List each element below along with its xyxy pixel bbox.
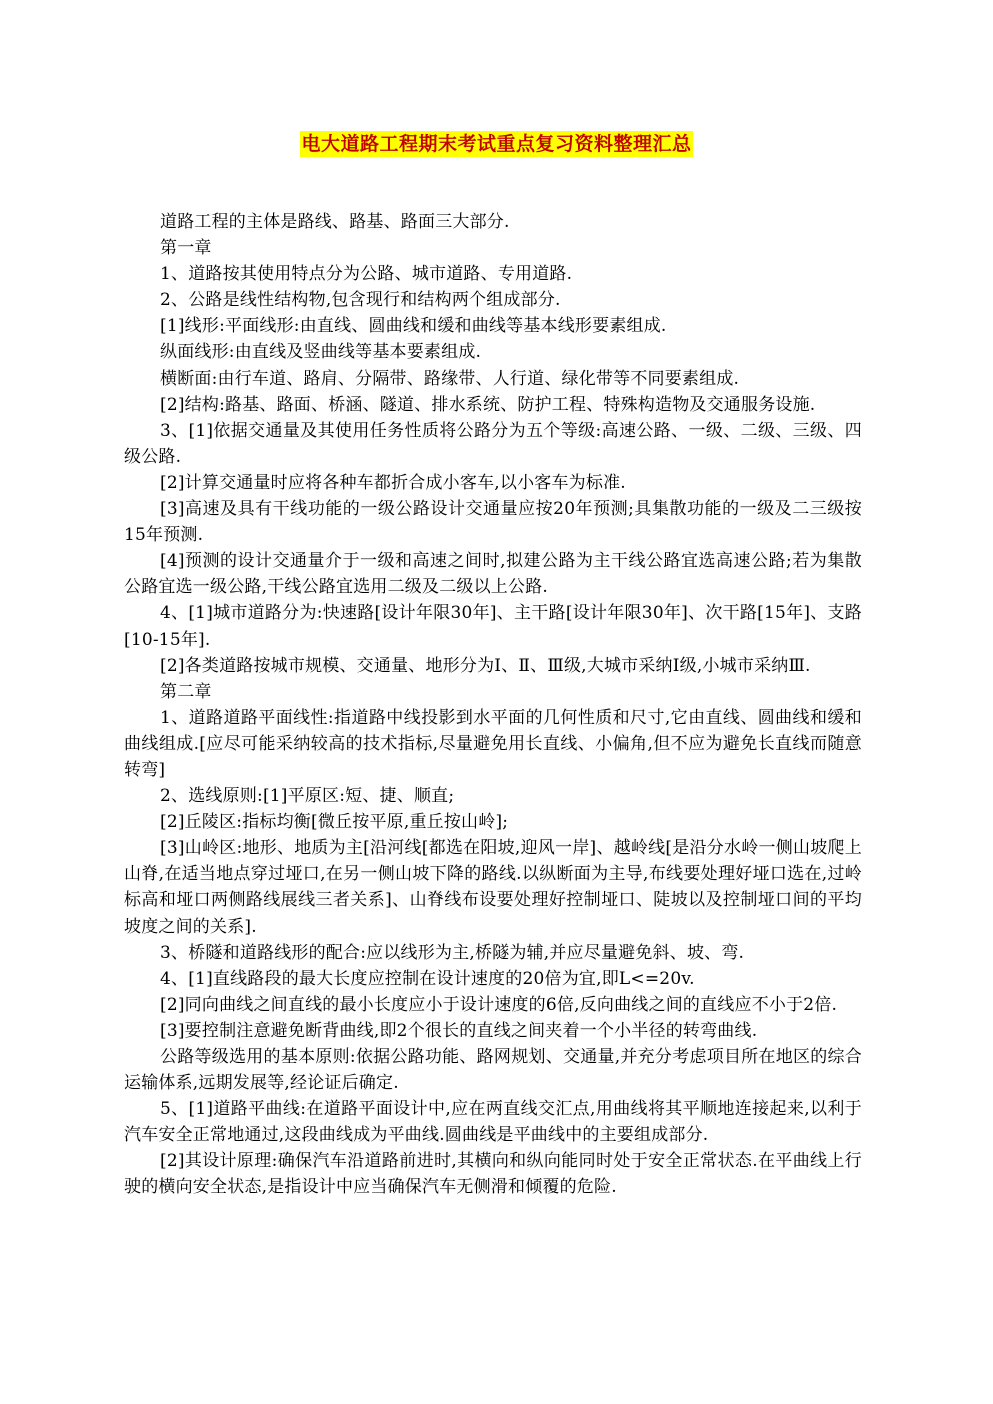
paragraph: 纵面线形:由直线及竖曲线等基本要素组成.	[160, 342, 482, 363]
chapter-heading: 第一章	[160, 238, 212, 259]
paragraph: 3、桥隧和道路线形的配合:应以线形为主,桥隧为辅,并应尽量避免斜、坡、弯.	[160, 942, 745, 963]
paragraph: 3、[1]依据交通量及其使用任务性质将公路分为五个等级:高速公路、一级、二级、三级、四级公路.	[124, 420, 862, 467]
paragraph: 5、[1]道路平曲线:在道路平面设计中,应在两直线交汇点,用曲线将其平顺地连接起来,以利于汽车安全正常地通过,这段曲线成为平曲线.圆曲线是平曲线中的主要组成部分.	[124, 1099, 862, 1146]
paragraph: 4、[1]直线路段的最大长度应控制在设计速度的20倍为宜,即L<=20v.	[160, 968, 695, 989]
paragraph: [2]同向曲线之间直线的最小长度应小于设计速度的6倍,反向曲线之间的直线应不小于2倍.	[160, 994, 838, 1015]
paragraph: [1]线形:平面线形:由直线、圆曲线和缓和曲线等基本线形要素组成.	[160, 316, 667, 337]
paragraph: 2、公路是线性结构物,包含现行和结构两个组成部分.	[160, 290, 561, 311]
paragraph: 1、道路按其使用特点分为公路、城市道路、专用道路.	[160, 264, 573, 285]
paragraph: 1、道路道路平面线性:指道路中线投影到水平面的几何性质和尺寸,它由直线、圆曲线和缓和曲线组成.[应尽可能采纳较高的技术指标,尽量避免用长直线、小偏角,但不应为避免长直线而随意转弯]	[124, 707, 862, 780]
document-body	[124, 209, 862, 1201]
chapter-heading: 第二章	[160, 681, 212, 702]
paragraph: 横断面:由行车道、路肩、分隔带、路缘带、人行道、绿化带等不同要素组成.	[160, 368, 740, 389]
paragraph: [4]预测的设计交通量介于一级和高速之间时,拟建公路为主干线公路宜选高速公路;若为集散公路宜选一级公路,干线公路宜选用二级及二级以上公路.	[124, 551, 862, 598]
paragraph: [2]各类道路按城市规模、交通量、地形分为Ⅰ、Ⅱ、Ⅲ级,大城市采纳Ⅰ级,小城市采纳Ⅲ.	[160, 655, 811, 676]
paragraph: [2]丘陵区:指标均衡[微丘按平原,重丘按山岭];	[160, 812, 509, 833]
paragraph: [3]高速及具有干线功能的一级公路设计交通量应按20年预测;具集散功能的一级及二三级按15年预测.	[124, 499, 862, 546]
paragraph: 公路等级选用的基本原则:依据公路功能、路网规划、交通量,并充分考虑项目所在地区的综合运输体系,远期发展等,经论证后确定.	[124, 1047, 862, 1094]
paragraph: [3]山岭区:地形、地质为主[沿河线[都选在阳坡,迎风一岸]、越岭线[是沿分水岭一侧山坡爬上山脊,在适当地点穿过垭口,在另一侧山坡下降的路线.以纵断面为主导,布线要处理好垭口选在,过岭标高和垭口两侧路线展线三者关系]、山脊线布设要处理好控制垭口、陡坡以及控制垭口间的平均坡度之间的关系].	[124, 838, 862, 937]
paragraph: 2、选线原则:[1]平原区:短、捷、顺直;	[160, 786, 455, 807]
paragraph: [3]要控制注意避免断背曲线,即2个很长的直线之间夹着一个小半径的转弯曲线.	[160, 1020, 758, 1041]
paragraph: [2]结构:路基、路面、桥涵、隧道、排水系统、防护工程、特殊构造物及交通服务设施.	[160, 394, 816, 415]
paragraph: [2]计算交通量时应将各种车都折合成小客车,以小客车为标准.	[160, 472, 626, 493]
document-title: 电大道路工程期末考试重点复习资料整理汇总	[301, 133, 692, 155]
paragraph: 4、[1]城市道路分为:快速路[设计年限30年]、主干路[设计年限30年]、次干路[15年]、支路[10-15年].	[124, 603, 862, 650]
paragraph: [2]其设计原理:确保汽车沿道路前进时,其横向和纵向能同时处于安全正常状态.在平曲线上行驶的横向安全状态,是指设计中应当确保汽车无侧滑和倾覆的危险.	[124, 1151, 862, 1198]
paragraph: 道路工程的主体是路线、路基、路面三大部分.	[160, 212, 510, 232]
title-wrapper	[0, 131, 993, 157]
